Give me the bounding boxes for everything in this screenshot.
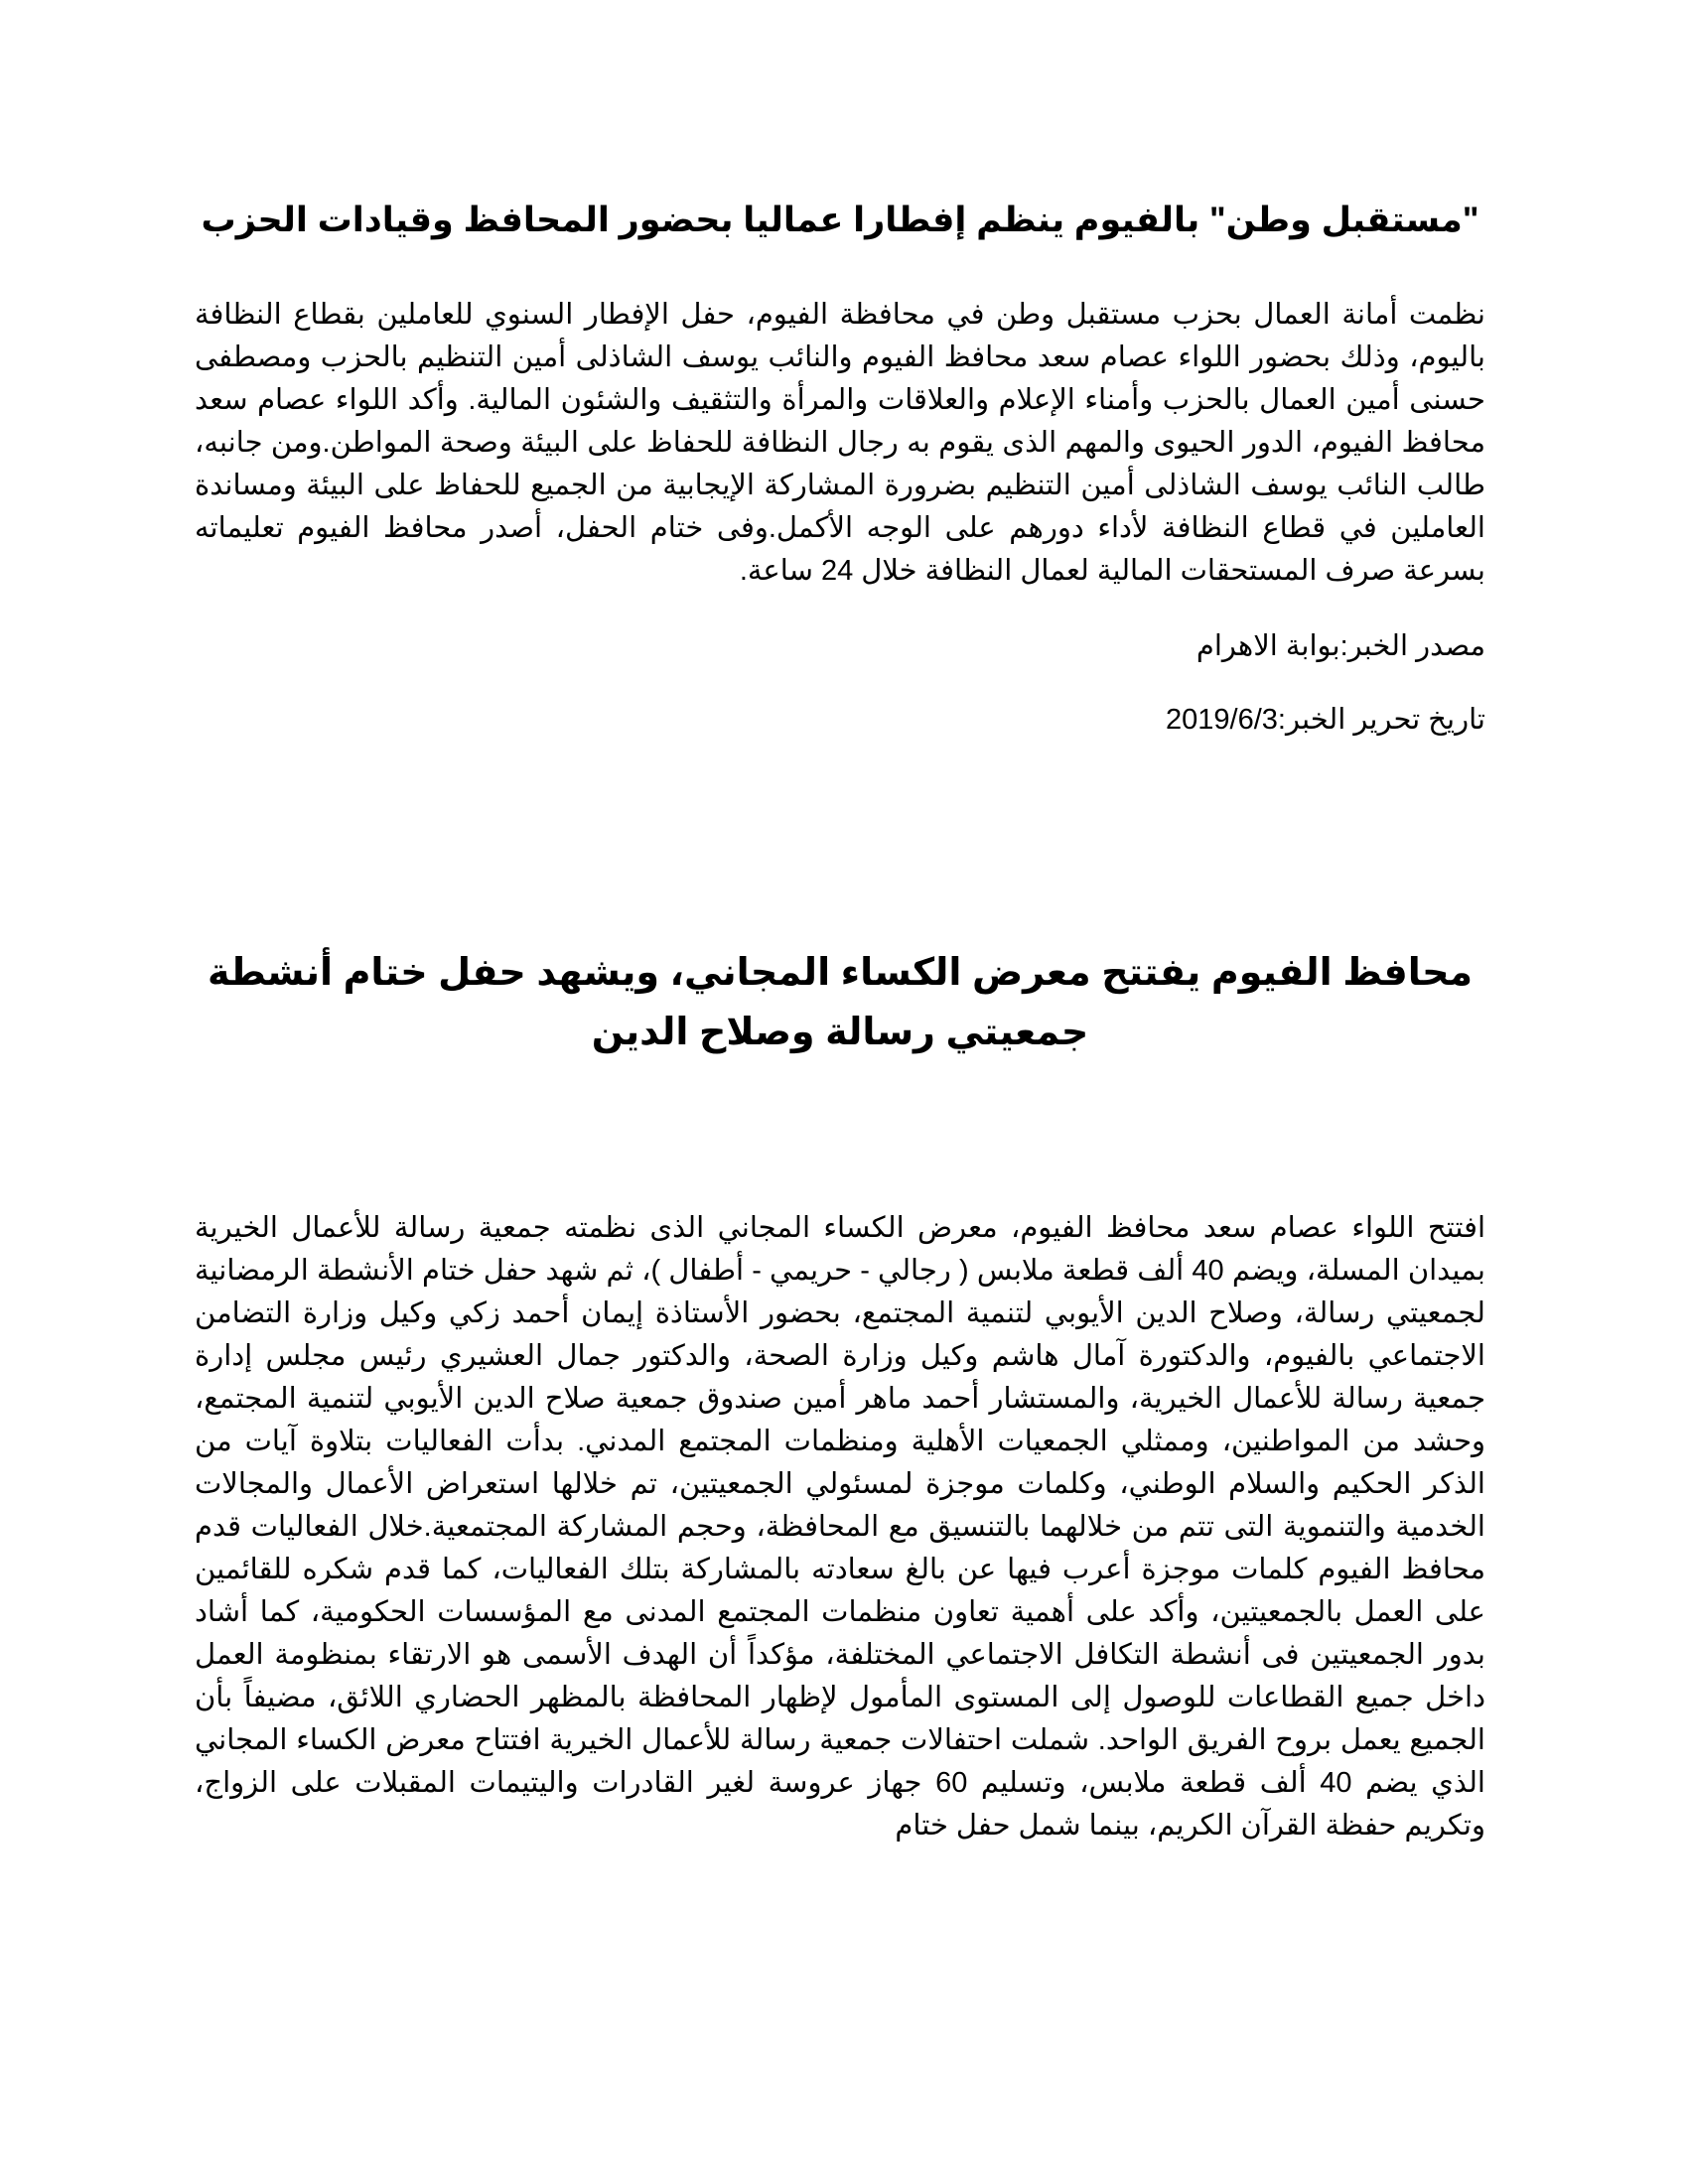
article-body: افتتح اللواء عصام سعد محافظ الفيوم، معرض الكساء المجاني الذى نظمته جمعية رسالة للأعمال الخيرية بميدان المسلة، ويضم 40 ألف قطعة ملابس ( رجالي - حريمي - أطفال )، ثم شهد حفل ختام الأنشطة الرمضانية لجمعيتي رسالة، وصلاح الدين الأيوبي لتنمية المجتمع، بحضور الأستاذة إيمان أحمد زكي وكيل وزارة التضامن الاجتماعي بالفيوم، والدكتورة آمال هاشم وكيل وزارة الصحة، والدكتور جمال العشيري رئيس مجلس إدارة جمعية رسالة للأعمال الخيرية، والمستشار أحمد ماهر أمين صندوق جمعية صلاح الدين الأيوبي لتنمية المجتمع، وحشد من المواطنين، وممثلي الجمعيات الأهلية ومنظمات المجتمع المدني. بدأت الفعاليات بتلاوة آيات من الذكر الحكيم والسلام الوطني، وكلمات موجزة لمسئولي الجمعيتين، تم خلالها استعراض الأعمال والمجالات الخدمية والتنموية التى تتم من خلالهما بالتنسيق مع المحافظة، وحجم المشاركة المجتمعية.خلال الفعاليات قدم محافظ الفيوم كلمات موجزة أعرب فيها عن بالغ سعادته بالمشاركة بتلك الفعاليات، كما قدم شكره للقائمين على العمل بالجمعيتين، وأكد على أهمية تعاون منظمات المجتمع المدنى مع المؤسسات الحكومية، كما أشاد بدور الجمعيتين فى أنشطة التكافل الاجتماعي المختلفة، مؤكداً أن الهدف الأسمى هو الارتقاء بمنظومة العمل داخل جميع القطاعات للوصول إلى المستوى المأمول لإظهار المحافظة بالمظهر الحضاري اللائق، مضيفاً بأن الجميع يعمل بروح الفريق الواحد. شملت احتفالات جمعية رسالة للأعمال الخيرية افتتاح معرض الكساء المجاني الذي يضم 40 ألف قطعة ملابس، وتسليم 60 جهاز عروسة لغير القادرات واليتيمات المقبلات على الزواج، وتكريم حفظة القرآن الكريم، بينما شمل حفل ختام [195,1212,1485,1842]
news-date-line [195,699,1485,742]
news-source-line [195,625,1485,668]
news-article-iftar [195,195,1485,742]
article-title: محافظ الفيوم يفتتح معرض الكساء المجاني، ويشهد حفل ختام أنشطة جمعيتي رسالة وصلاح الدين [208,952,1473,1053]
article-title: "مستقبل وطن" بالفيوم ينظم إفطارا عماليا بحضور المحافظ وقيادات الحزب [201,201,1479,239]
news-date-value: 2019/6/3 [1166,704,1278,736]
news-date-label: تاريخ تحرير الخبر: [1277,704,1485,736]
article-body: نظمت أمانة العمال بحزب مستقبل وطن في محافظة الفيوم، حفل الإفطار السنوي للعاملين بقطاع النظافة باليوم، وذلك بحضور اللواء عصام سعد محافظ الفيوم والنائب يوسف الشاذلى أمين التنظيم بالحزب ومصطفى حسنى أمين العمال بالحزب وأمناء الإعلام والعلاقات والمرأة والتثقيف والشئون المالية. وأكد اللواء عصام سعد محافظ الفيوم، الدور الحيوى والمهم الذى يقوم به رجال النظافة للحفاظ على البيئة وصحة المواطن.ومن جانبه، طالب النائب يوسف الشاذلى أمين التنظيم بضرورة المشاركة الإيجابية من الجميع للحفاظ على البيئة ومساندة العاملين في قطاع النظافة لأداء دورهم على الوجه الأكمل.وفى ختام الحفل، أصدر محافظ الفيوم تعليماته بسرعة صرف المستحقات المالية لعمال النظافة خلال 24 ساعة. [195,299,1485,587]
news-source-label: مصدر الخبر: [1339,630,1485,662]
news-article-clothing-exhibition [195,943,1485,1847]
news-source-value: بوابة الاهرام [1196,630,1340,662]
